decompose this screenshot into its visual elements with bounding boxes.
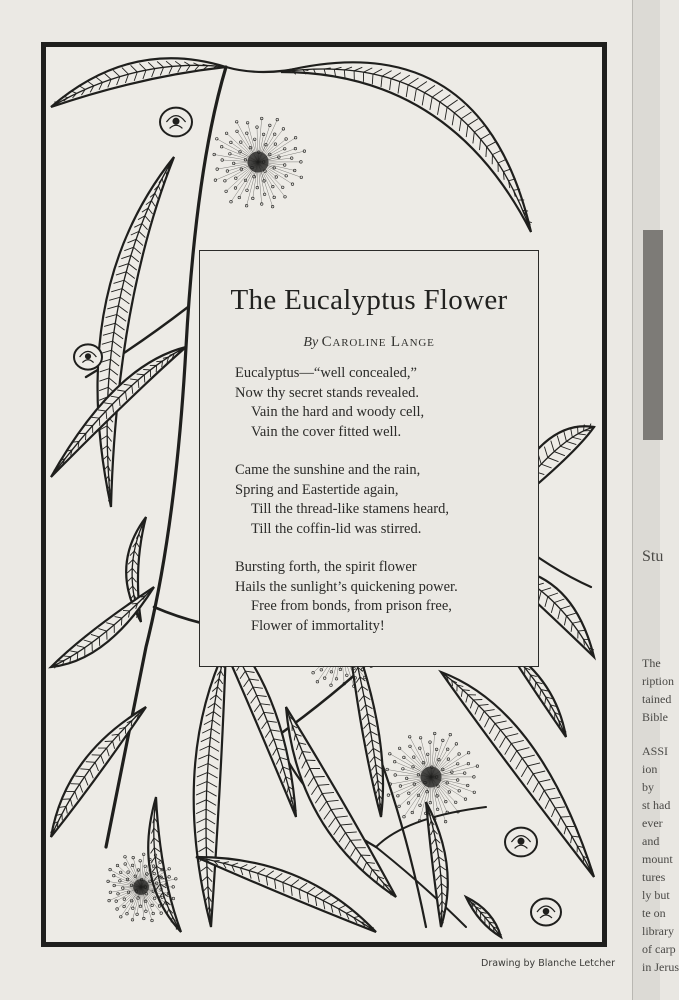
eucalyptus-blossom (213, 117, 306, 208)
adjacent-text: mount (642, 852, 673, 866)
verse-line: Spring and Eastertide again, (235, 481, 399, 498)
eucalyptus-leaf (50, 707, 146, 837)
eucalyptus-leaf (51, 587, 154, 668)
eucalyptus-bud (505, 828, 537, 857)
verse-line: Vain the cover fitted well. (251, 423, 402, 440)
adjacent-text: tures (642, 870, 666, 884)
adjacent-text: ever (642, 816, 663, 830)
verse-line: Till the thread-like stamens heard, (251, 501, 449, 517)
author-name: Caroline Lange (321, 334, 435, 350)
eucalyptus-leaf (194, 647, 226, 927)
adjacent-text: st had (642, 798, 671, 812)
adjacent-text: Stu (642, 548, 664, 565)
adjacent-text: in Jerus (642, 960, 679, 974)
verse-line: Came the sunshine and the rain, (235, 462, 421, 478)
stanza-1 (235, 364, 424, 442)
adjacent-text: ion (642, 762, 658, 776)
stanza-3 (235, 558, 458, 636)
eucalyptus-bud (160, 108, 192, 137)
adjacent-text: library (642, 924, 674, 938)
adjacent-photo (643, 230, 663, 440)
adjacent-text: and (642, 834, 660, 848)
adjacent-text: te on (642, 906, 666, 920)
eucalyptus-bud (531, 899, 561, 926)
verse-line: Vain the hard and woody cell, (251, 404, 425, 420)
eucalyptus-leaf (148, 797, 181, 932)
illustration-credit: Drawing by Blanche Letcher (481, 958, 615, 969)
eucalyptus-leaf (281, 62, 532, 232)
adjacent-text: by (642, 780, 654, 794)
verse-line: Bursting forth, the spirit flower (235, 559, 417, 575)
verse-line: Flower of immortality! (251, 617, 385, 634)
illustration-frame (41, 42, 607, 947)
eucalyptus-leaf (196, 857, 376, 932)
verse-line: Hails the sunlight’s quickening power. (235, 578, 458, 595)
verse-line: Till the coffin-lid was stirred. (251, 520, 422, 537)
eucalyptus-leaf (51, 58, 226, 107)
eucalyptus-leaf (98, 157, 174, 507)
adjacent-page-edge (632, 0, 679, 1000)
adjacent-text: of carp (642, 942, 676, 956)
byline-prefix: By (303, 335, 319, 350)
adjacent-text: ASSI (642, 744, 669, 758)
adjacent-text: Bible (642, 710, 668, 724)
adjacent-text: ription (642, 674, 674, 688)
verse-line: Eucalyptus—“well concealed,” (235, 365, 417, 381)
eucalyptus-leaf (466, 897, 502, 937)
poem-title: The Eucalyptus Flower (230, 284, 508, 316)
byline (200, 334, 538, 351)
adjacent-text: ly but (642, 888, 670, 902)
stanza-2 (235, 461, 449, 539)
adjacent-text: The (642, 656, 661, 670)
verse-line: Free from bonds, from prison free, (251, 598, 452, 614)
adjacent-text: tained (642, 692, 672, 706)
eucalyptus-bud (74, 344, 102, 369)
poem-panel (199, 250, 539, 667)
verse-line: Now thy secret stands revealed. (235, 384, 420, 401)
